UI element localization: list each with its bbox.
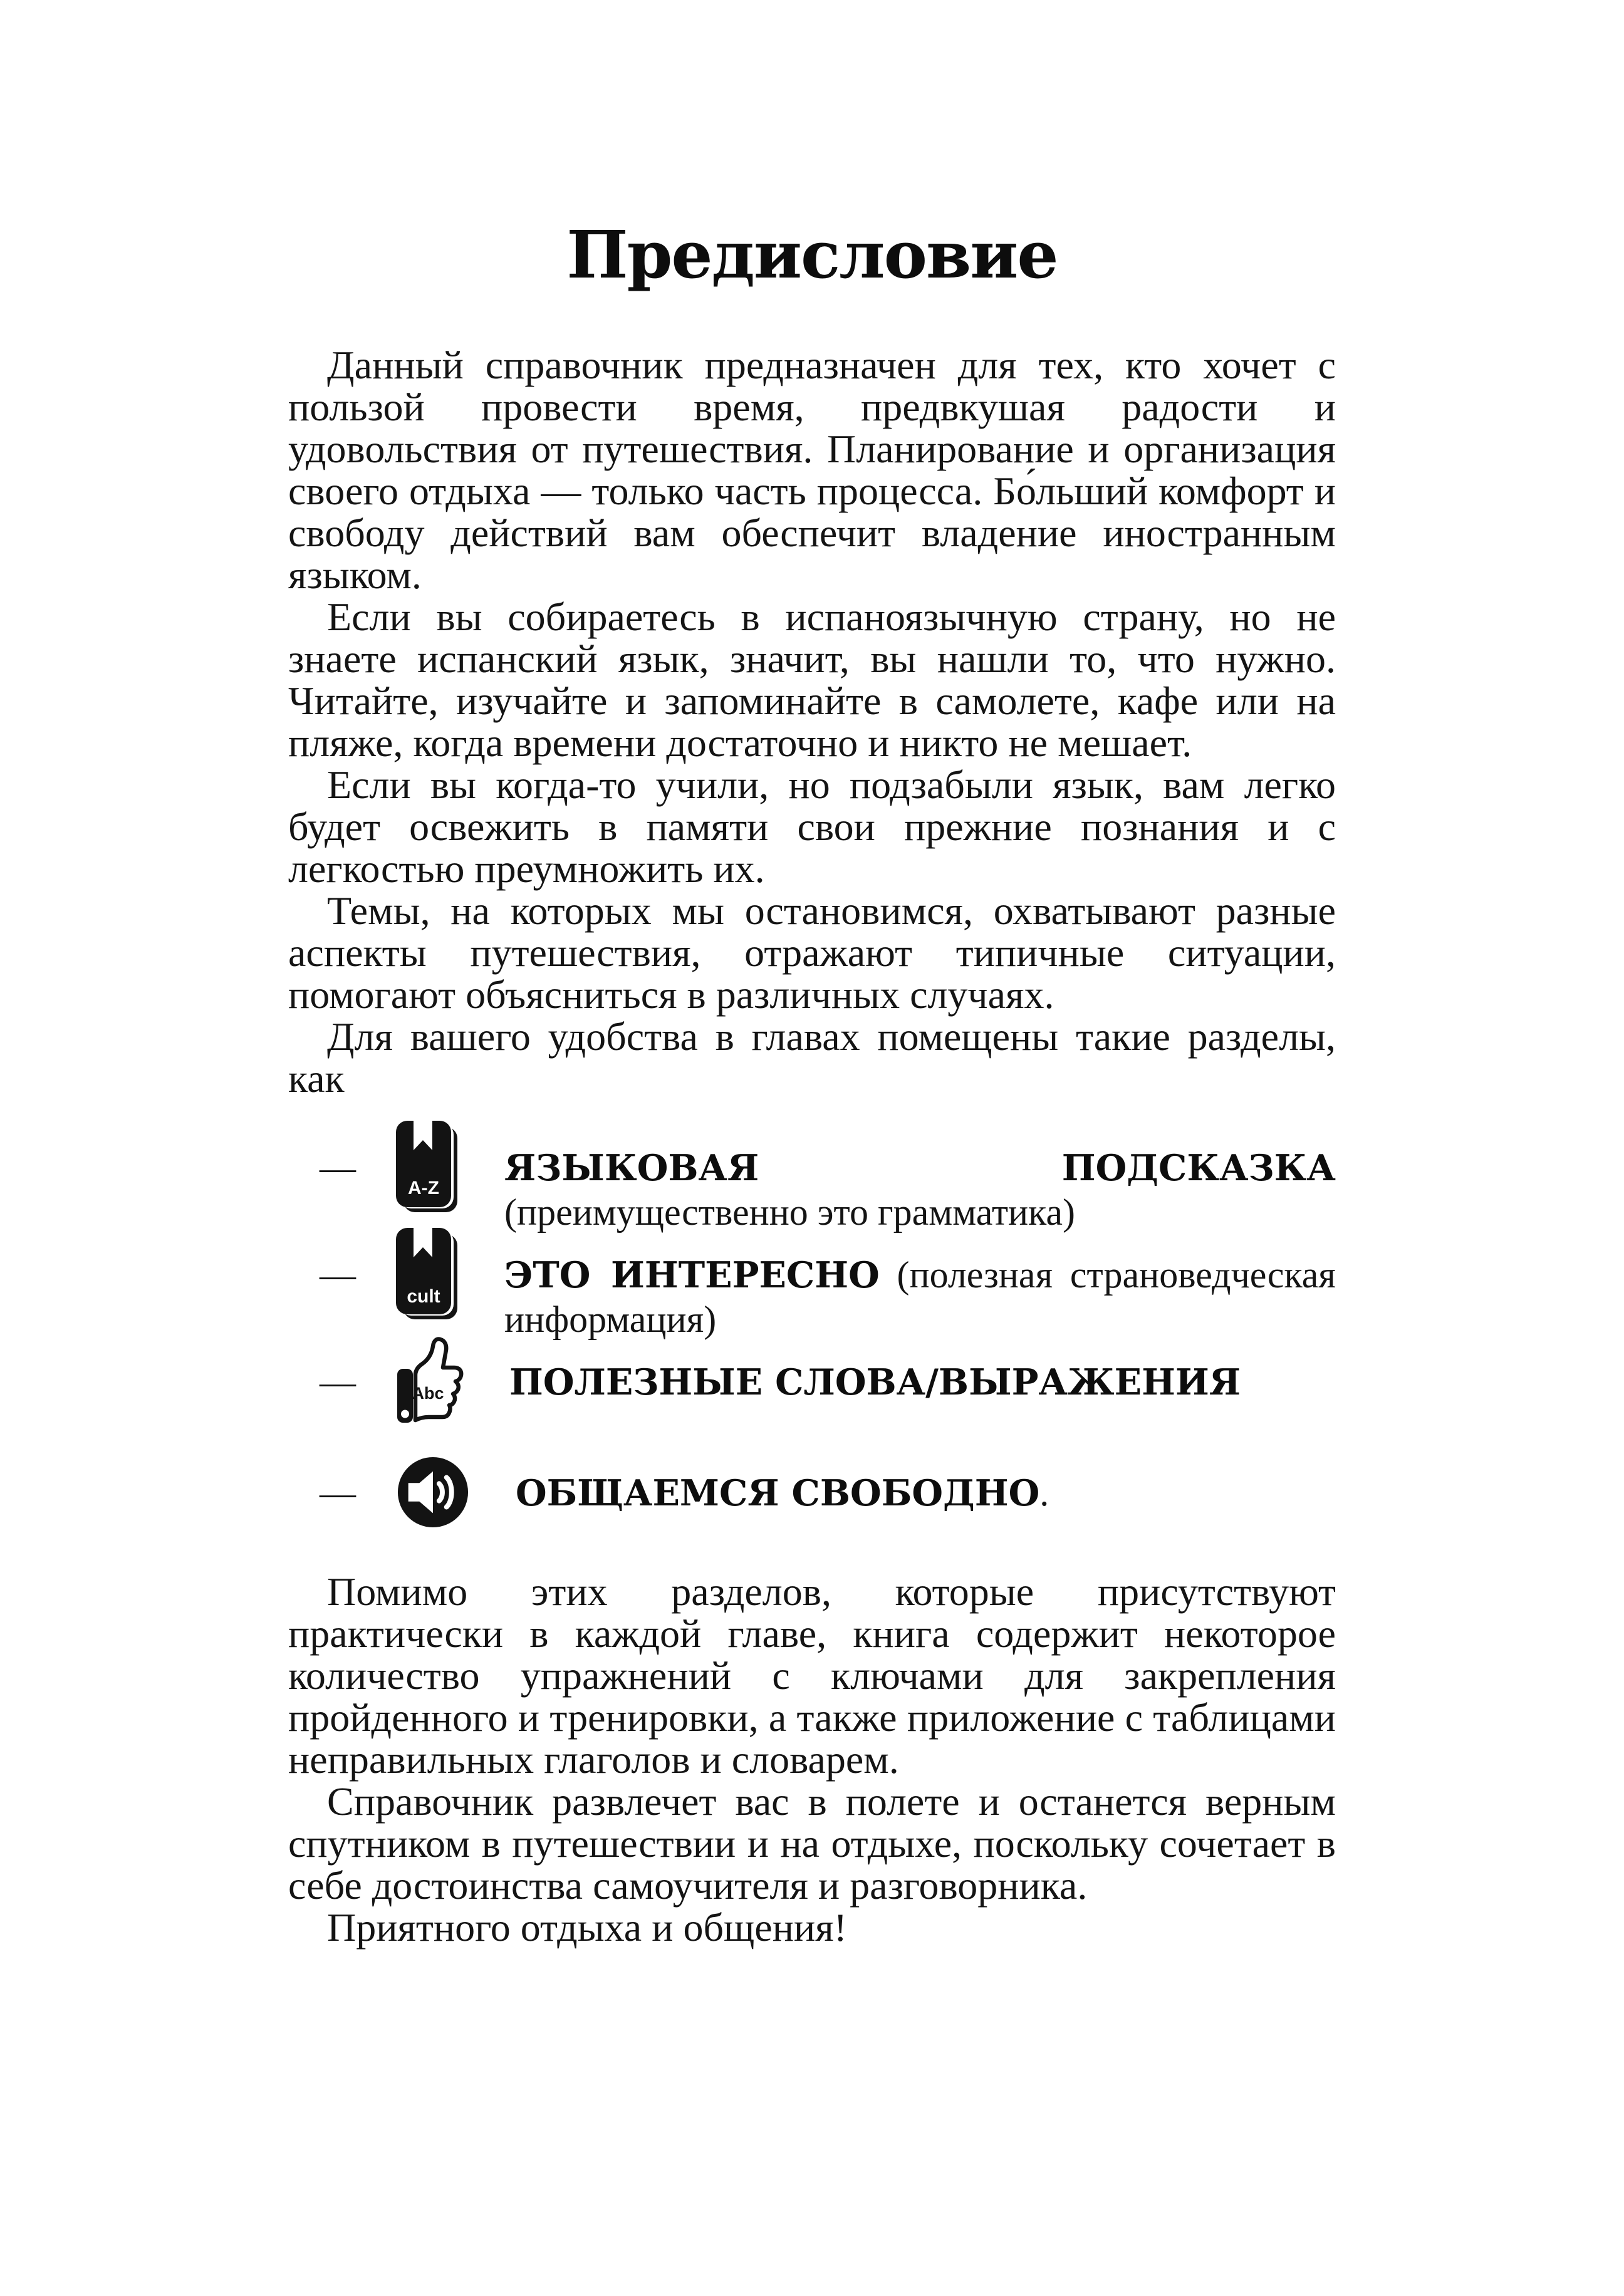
feature-description: (преимущественно это грамматика) xyxy=(504,1192,1076,1234)
paragraph: Приятного отдыха и общения! xyxy=(327,1905,847,1950)
page-title: Предисловие xyxy=(566,216,1058,293)
book-cult-icon xyxy=(396,1228,459,1322)
paragraph: Справочник развлечет вас в полете и останется верным спутником в путешествии и на отдыхе, поскольку сочетает в себе достоинства самоучителя и разговорника. xyxy=(288,1779,1336,1908)
book-page xyxy=(288,0,1336,1948)
dash-marker: — xyxy=(320,1472,356,1514)
feature-item-interesting xyxy=(288,1253,1336,1341)
feature-item-useful-words xyxy=(288,1360,1336,1427)
feature-text xyxy=(509,1360,1336,1405)
feature-text xyxy=(504,1253,1336,1341)
feature-heading: ОБЩАЕМСЯ СВОБОДНО xyxy=(516,1472,1040,1515)
book-az-icon xyxy=(396,1121,459,1215)
feature-text xyxy=(504,1146,1336,1234)
feature-heading: ЭТО ИНТЕРЕСНО xyxy=(504,1254,880,1297)
svg-text:cult: cult xyxy=(407,1286,440,1307)
paragraph: Данный справочник предназначен для тех, кто хочет с пользой провести время, предвкушая радости и удовольствия от путешествия. Планирование и организация своего отдыха — только часть процесса. Бо́льший комфорт и свободу действий вам обеспечит владение иностранным языком. xyxy=(288,343,1336,598)
features-list xyxy=(288,1146,1336,1529)
dash-marker: — xyxy=(320,1254,356,1296)
svg-text:A-Z: A-Z xyxy=(408,1178,439,1199)
feature-heading: ЯЗЫКОВАЯ ПОДСКАЗКА xyxy=(504,1147,1336,1190)
svg-text:Abc: Abc xyxy=(412,1384,444,1403)
paragraph: Помимо этих разделов, которые присутствуют практически в каждой главе, книга содержит некоторое количество упражнений с ключами для закрепления пройденного и тренировки, а также приложение с таблицами неправильных глаголов и словарем. xyxy=(288,1569,1336,1782)
feature-item-language-tip xyxy=(288,1146,1336,1234)
paragraph: Если вы собираетесь в испаноязычную страну, но не знаете испанский язык, значит, вы нашли то, что нужно. Читайте, изучайте и запоминайте в самолете, кафе или на пляже, когда времени достаточно и никто не мешает. xyxy=(288,595,1336,766)
feature-text xyxy=(516,1471,1336,1515)
feature-description: . xyxy=(1039,1472,1049,1514)
feature-heading: ПОЛЕЗНЫЕ СЛОВА/ВЫРАЖЕНИЯ xyxy=(509,1361,1241,1404)
dash-marker: — xyxy=(320,1361,356,1403)
paragraph: Если вы когда-то учили, но подзабыли язык, вам легко будет освежить в памяти свои прежние познания и с легкостью преумножить их. xyxy=(288,762,1336,891)
feature-description: (полезная страноведческая информация) xyxy=(504,1254,1336,1341)
dash-marker: — xyxy=(320,1147,356,1188)
thumbs-up-abc-icon xyxy=(396,1336,464,1427)
paragraph: Темы, на которых мы остановимся, охватывают разные аспекты путешествия, отражают типичные ситуации, помогают объясниться в различных случаях. xyxy=(288,888,1336,1017)
paragraph: Для вашего удобства в главах помещены такие разделы, как xyxy=(288,1014,1336,1101)
speaker-icon xyxy=(396,1455,470,1529)
feature-item-communication xyxy=(288,1471,1336,1529)
closing-paragraphs xyxy=(288,1571,1336,1948)
